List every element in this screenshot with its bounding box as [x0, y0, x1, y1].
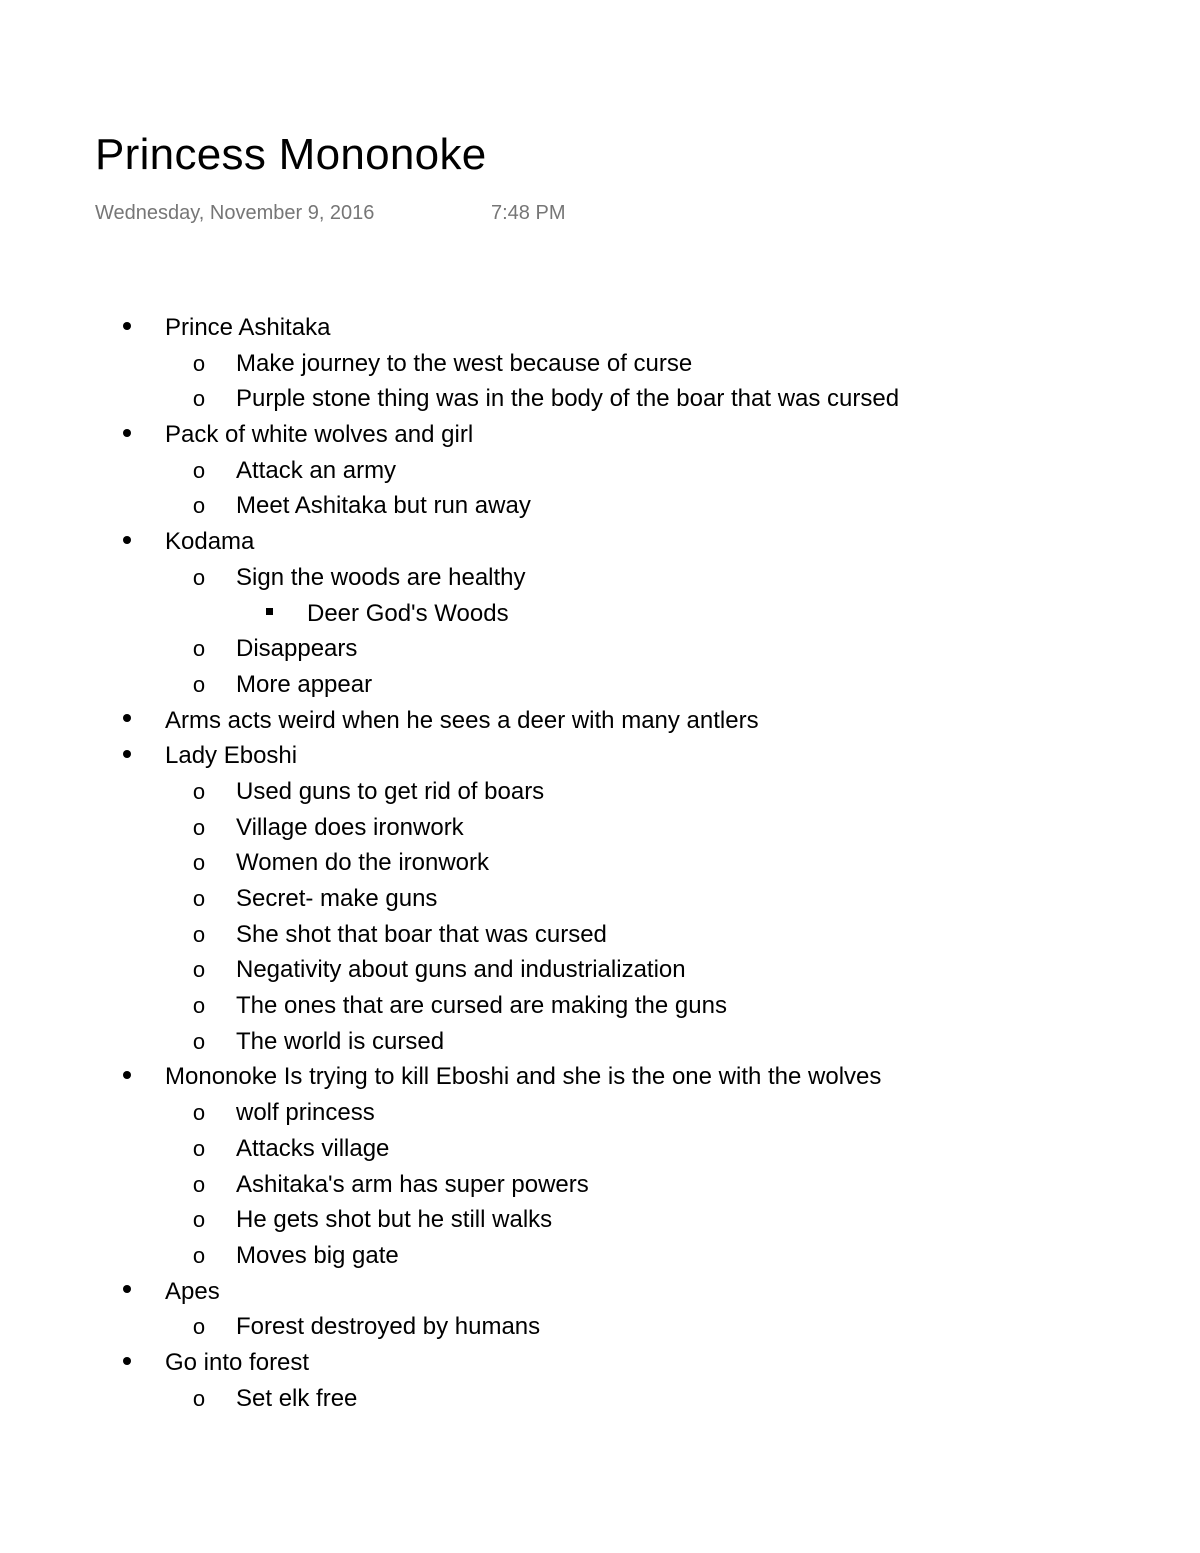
list-item: [0, 453, 1200, 489]
list-item: [0, 381, 1200, 417]
bullet-dot-icon: [123, 1071, 131, 1079]
list-item: [0, 1131, 1200, 1167]
list-item: [0, 703, 1200, 739]
bullet-circle-icon: o: [192, 457, 206, 483]
list-item-text: Prince Ashitaka: [165, 314, 331, 341]
bullet-circle-icon: o: [192, 1135, 206, 1161]
list-item-text: He gets shot but he still walks: [236, 1206, 553, 1234]
list-item: [0, 881, 1200, 917]
note-outline: [0, 310, 1200, 1436]
bullet-dot-icon: [123, 1357, 131, 1365]
page-time: 7:48 PM: [491, 202, 566, 224]
list-item-text: Women do the ironwork: [236, 849, 490, 877]
list-item: [0, 988, 1200, 1024]
list-item: [0, 1167, 1200, 1203]
bullet-circle-icon: o: [192, 636, 206, 662]
bullet-dot-icon: [123, 536, 131, 544]
bullet-dot-icon: [123, 429, 131, 437]
list-item-text: Secret- make guns: [236, 885, 438, 912]
bullet-circle-icon: o: [192, 671, 206, 697]
list-item-text: Village does ironwork: [236, 813, 464, 841]
list-item-text: Lady Eboshi: [165, 742, 298, 770]
list-item-text: Meet Ashitaka but run away: [236, 492, 531, 520]
list-item-text: She shot that boar that was cursed: [236, 920, 607, 948]
list-item-text: Go into forest: [165, 1348, 310, 1376]
list-item: [0, 631, 1200, 667]
list-item: [0, 1202, 1200, 1238]
bullet-circle-icon: o: [192, 921, 206, 947]
list-item-text: Purple stone thing was in the body of the boar that was cursed: [236, 385, 900, 413]
bullet-circle-icon: o: [192, 350, 206, 376]
list-item: [0, 1274, 1200, 1310]
bullet-square-icon: [259, 596, 279, 632]
bullet-circle-icon: o: [192, 1028, 206, 1054]
list-item-text: Mononoke Is trying to kill Eboshi and she is the one with the wolves: [165, 1063, 882, 1091]
list-item-text: Attacks village: [236, 1134, 390, 1162]
bullet-dot-icon: [117, 1345, 137, 1381]
bullet-circle-icon: o: [192, 1242, 206, 1268]
list-item: [0, 810, 1200, 846]
list-item: [0, 667, 1200, 703]
list-item: [0, 524, 1200, 560]
list-item-text: Apes: [165, 1277, 220, 1305]
list-item-text: Set elk free: [236, 1384, 358, 1412]
page-title: Princess Mononoke: [95, 130, 487, 179]
list-item-text: Sign the woods are healthy: [236, 563, 526, 591]
list-item-text: Moves big gate: [236, 1241, 399, 1269]
list-item-text: Make journey to the west because of curse: [236, 349, 693, 377]
list-item-text: Attack an army: [236, 456, 397, 484]
bullet-circle-icon: o: [192, 957, 206, 983]
bullet-circle-icon: o: [192, 1385, 206, 1411]
list-item-text: Negativity about guns and industrialization: [236, 956, 686, 984]
list-item-text: Used guns to get rid of boars: [236, 777, 545, 805]
list-item: [0, 560, 1200, 596]
list-item: [0, 1024, 1200, 1060]
list-item: [0, 1095, 1200, 1131]
bullet-square-icon: [266, 608, 273, 615]
page-date: Wednesday, November 9, 2016: [95, 202, 375, 224]
list-item: [0, 1059, 1200, 1095]
list-item-text: Pack of white wolves and girl: [165, 421, 474, 449]
list-item-text: The world is cursed: [236, 1027, 445, 1055]
bullet-circle-icon: o: [192, 1207, 206, 1233]
bullet-circle-icon: o: [192, 564, 206, 590]
list-item: [0, 596, 1200, 632]
list-item: [0, 952, 1200, 988]
list-item-text: Kodama: [165, 528, 255, 556]
bullet-dot-icon: [123, 322, 131, 330]
list-item: [0, 1238, 1200, 1274]
bullet-circle-icon: o: [192, 1100, 206, 1126]
bullet-circle-icon: o: [192, 386, 206, 412]
list-item: [0, 417, 1200, 453]
bullet-dot-icon: [117, 524, 137, 560]
bullet-dot-icon: [117, 703, 137, 739]
bullet-dot-icon: [117, 738, 137, 774]
bullet-dot-icon: [117, 417, 137, 453]
bullet-circle-icon: o: [192, 493, 206, 519]
bullet-dot-icon: [117, 1274, 137, 1310]
bullet-dot-icon: [123, 714, 131, 722]
bullet-dot-icon: [117, 1059, 137, 1095]
list-item: [0, 917, 1200, 953]
list-item-text: Arms acts weird when he sees a deer with many antlers: [165, 706, 759, 734]
list-item-text: wolf princess: [236, 1099, 375, 1127]
list-item-text: Deer God's Woods: [307, 599, 509, 627]
bullet-circle-icon: o: [192, 778, 206, 804]
list-item: [0, 774, 1200, 810]
bullet-circle-icon: o: [192, 814, 206, 840]
list-item: [0, 1381, 1200, 1417]
list-item: [0, 488, 1200, 524]
list-item: [0, 310, 1200, 346]
bullet-circle-icon: o: [192, 993, 206, 1019]
list-item: [0, 845, 1200, 881]
list-item-text: Forest destroyed by humans: [236, 1313, 541, 1341]
bullet-circle-icon: o: [192, 1171, 206, 1197]
list-item-text: Disappears: [236, 635, 358, 663]
list-item-text: More appear: [236, 670, 373, 698]
page-timestamp: [95, 202, 566, 225]
bullet-circle-icon: o: [192, 886, 206, 911]
bullet-circle-icon: o: [192, 1314, 206, 1340]
list-item-text: The ones that are cursed are making the guns: [236, 992, 727, 1020]
list-item-text: Ashitaka's arm has super powers: [236, 1170, 589, 1198]
bullet-dot-icon: [117, 310, 137, 346]
bullet-dot-icon: [123, 750, 131, 758]
list-item: [0, 346, 1200, 382]
bullet-circle-icon: o: [192, 850, 206, 876]
bullet-dot-icon: [123, 1285, 131, 1293]
list-item: [0, 1309, 1200, 1345]
list-item: [0, 1345, 1200, 1381]
list-item: [0, 738, 1200, 774]
